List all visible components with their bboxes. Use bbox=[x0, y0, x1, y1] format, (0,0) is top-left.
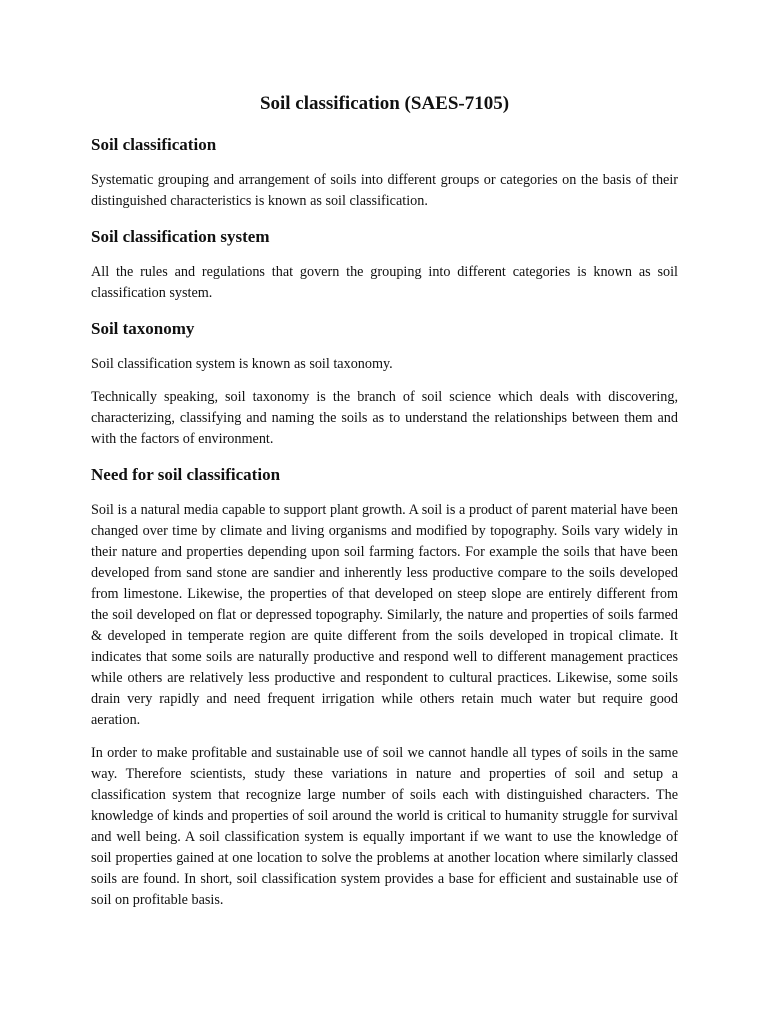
section-soil-classification bbox=[91, 134, 678, 212]
section-soil-taxonomy bbox=[91, 318, 678, 450]
paragraph: In order to make profitable and sustainable use of soil we cannot handle all types of soils in the same way. Therefore scientists, study these variations in nature and properties of soil and setup a classification system that recognize large number of soils each with distinguished characters. The knowledge of kinds and properties of soil around the world is critical to humanity struggle for survival and well being. A soil classification system is equally important if we want to use the knowledge of soil properties gained at one location to solve the problems at another location where similarly classed soils are found. In short, soil classification system provides a base for efficient and sustainable use of soil on profitable basis. bbox=[91, 745, 678, 908]
section-heading: Soil taxonomy bbox=[91, 319, 195, 338]
section-soil-classification-system bbox=[91, 226, 678, 304]
paragraph: Soil is a natural media capable to support plant growth. A soil is a product of parent material have been changed over time by climate and living organisms and modified by topography. Soils vary widely in their nature and properties depending upon soil farming factors. For example the soils that have been developed from sand stone are sandier and inherently less productive compare to the soils developed from limestone. Likewise, the properties of that developed on steep slope are entirely different from the soil developed on flat or depressed topography. Similarly, the nature and properties of soils farmed & developed in temperate region are quite different from the soils developed in tropical climate. It indicates that some soils are naturally productive and respond well to different management practices while others are relatively less productive and respondent to cultural practices. Likewise, some soils drain very rapidly and need frequent irrigation while others retain much water but require good aeration. bbox=[91, 502, 678, 728]
document-body bbox=[91, 92, 678, 923]
page-title: Soil classification (SAES-7105) bbox=[259, 93, 510, 114]
section-need-for-soil-classification bbox=[91, 464, 678, 911]
section-heading: Soil classification bbox=[91, 135, 217, 154]
paragraph: Technically speaking, soil taxonomy is the branch of soil science which deals with discovering, characterizing, classifying and naming the soils as to understand the relationships between them and with the factors of environment. bbox=[91, 389, 678, 447]
paragraph: Systematic grouping and arrangement of soils into different groups or categories on the basis of their distinguished characteristics is known as soil classification. bbox=[91, 172, 678, 209]
paragraph: All the rules and regulations that govern the grouping into different categories is known as soil classification system. bbox=[91, 264, 678, 301]
paragraph: Soil classification system is known as soil taxonomy. bbox=[91, 356, 393, 372]
section-heading: Need for soil classification bbox=[91, 465, 281, 484]
section-heading: Soil classification system bbox=[91, 227, 270, 246]
